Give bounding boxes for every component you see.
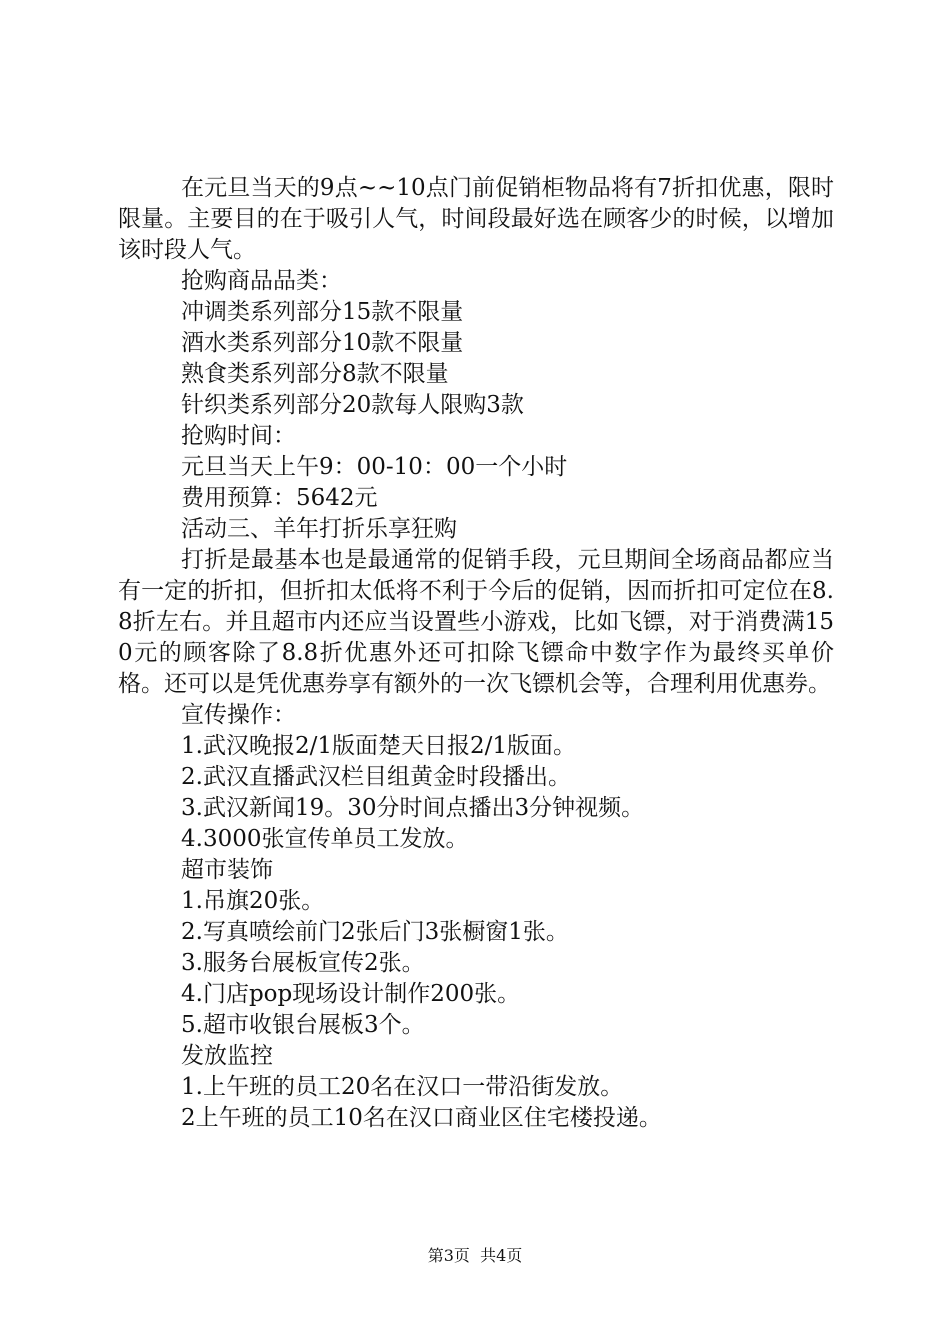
list-item: 2上午班的员工10名在汉口商业区住宅楼投递。 <box>181 1105 662 1131</box>
list-item: 3.服务台展板宣传2张。 <box>181 950 425 976</box>
paragraph-intro: 在元旦当天的9点~~10点门前促销柜物品将有7折扣优惠，限时限量。主要目的在于吸引人气，时间段最好选在顾客少的时候，以增加该时段人气。 <box>118 175 834 263</box>
paragraph-item: 酒水类系列部分10款不限量 <box>181 330 464 356</box>
paragraph-item: 费用预算：5642元 <box>181 485 378 511</box>
page-number-label: 第3页 共4页 <box>427 1246 523 1265</box>
document-body <box>118 173 834 1134</box>
list-item: 2.武汉直播武汉栏目组黄金时段播出。 <box>181 764 571 790</box>
list-item: 3.武汉新闻19。30分时间点播出3分钟视频。 <box>181 795 645 821</box>
paragraph-item: 元旦当天上午9：00-10：00一个小时 <box>181 454 568 480</box>
section-heading: 活动三、羊年打折乐享狂购 <box>181 516 457 542</box>
paragraph-item: 针织类系列部分20款每人限购3款 <box>181 392 524 418</box>
list-item: 4.门店pop现场设计制作200张。 <box>181 981 521 1007</box>
page-footer <box>0 1243 950 1266</box>
paragraph-discount: 打折是最基本也是最通常的促销手段，元旦期间全场商品都应当有一定的折扣，但折扣太低将不利于今后的促销，因而折扣可定位在8.8折左右。并且超市内还应当设置些小游戏，比如飞镖，对于消费满150元的顾客除了8.8折优惠外还可扣除飞镖命中数字作为最终买单价格。还可以是凭优惠券享有额外的一次飞镖机会等，合理利用优惠券。 <box>118 547 834 697</box>
list-item: 1.武汉晚报2/1版面楚天日报2/1版面。 <box>181 733 576 759</box>
list-item: 1.上午班的员工20名在汉口一带沿街发放。 <box>181 1074 624 1100</box>
paragraph-item: 冲调类系列部分15款不限量 <box>181 299 464 325</box>
section-heading: 超市装饰 <box>181 857 273 883</box>
list-item: 2.写真喷绘前门2张后门3张橱窗1张。 <box>181 919 569 945</box>
list-item: 5.超市收银台展板3个。 <box>181 1012 425 1038</box>
section-heading: 发放监控 <box>181 1043 273 1069</box>
list-item: 1.吊旗20张。 <box>181 888 325 914</box>
paragraph-item: 抢购商品品类： <box>181 268 342 294</box>
paragraph-item: 抢购时间： <box>181 423 296 449</box>
list-item: 4.3000张宣传单员工发放。 <box>181 826 469 852</box>
paragraph-item: 熟食类系列部分8款不限量 <box>181 361 449 387</box>
section-heading: 宣传操作： <box>181 702 296 728</box>
